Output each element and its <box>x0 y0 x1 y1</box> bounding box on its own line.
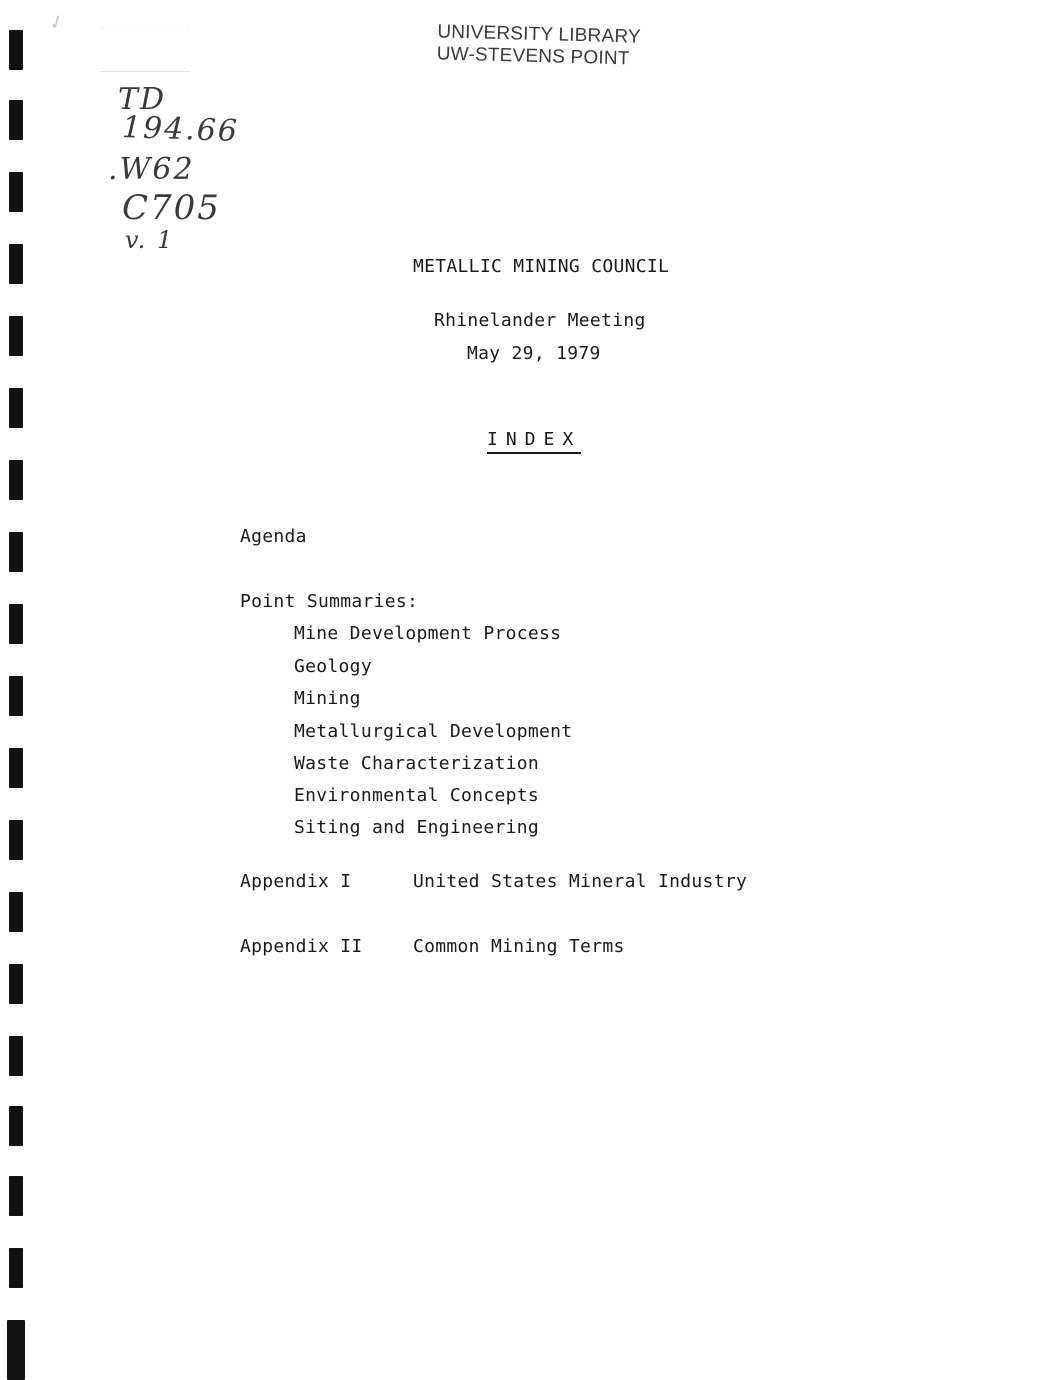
binding-hole <box>9 172 23 212</box>
binding-hole <box>9 30 23 70</box>
binding-hole <box>9 460 23 500</box>
stamp-line-2: UW-STEVENS POINT <box>436 43 630 70</box>
faint-pencil-scribble <box>100 28 190 72</box>
appendix-label: Appendix I <box>240 871 352 892</box>
call-number-line: v. 1 <box>125 226 175 254</box>
index-heading: INDEX <box>487 429 581 454</box>
binding-hole <box>9 316 23 356</box>
call-number-line: 194.66 <box>121 109 240 150</box>
point-summary-item: Mining <box>294 688 361 709</box>
point-summaries-label: Point Summaries: <box>240 591 419 612</box>
binding-hole <box>9 892 23 932</box>
library-stamp <box>436 21 641 70</box>
binding-hole <box>9 820 23 860</box>
faint-pencil-marks: ✓ <box>46 8 68 37</box>
binding-hole <box>9 604 23 644</box>
binding-hole <box>9 1036 23 1076</box>
binding-hole <box>9 532 23 572</box>
point-summary-item: Environmental Concepts <box>294 785 540 806</box>
meeting-name: Rhinelander Meeting <box>434 310 646 331</box>
binding-hole <box>9 1106 23 1146</box>
binding-hole <box>7 1320 25 1380</box>
call-number-line: .W62 <box>108 152 195 187</box>
binding-hole <box>9 244 23 284</box>
point-summary-item: Geology <box>294 656 372 677</box>
binding-hole <box>9 1248 23 1288</box>
point-summary-item: Siting and Engineering <box>294 817 540 838</box>
stamp-line-1: UNIVERSITY LIBRARY <box>437 21 642 48</box>
point-summary-item: Mine Development Process <box>294 623 562 644</box>
binding-hole <box>9 676 23 716</box>
binding-hole <box>9 100 23 140</box>
binding-hole <box>9 964 23 1004</box>
call-number-line: TD <box>118 82 167 117</box>
index-agenda: Agenda <box>240 526 307 547</box>
meeting-date: May 29, 1979 <box>467 343 601 364</box>
point-summary-item: Metallurgical Development <box>294 721 573 742</box>
appendix-title: Common Mining Terms <box>413 936 625 957</box>
call-number-line: C705 <box>122 188 221 228</box>
point-summary-item: Waste Characterization <box>294 753 540 774</box>
document-title: METALLIC MINING COUNCIL <box>413 256 670 277</box>
binding-hole <box>9 388 23 428</box>
binding-hole <box>9 748 23 788</box>
binding-hole <box>9 1176 23 1216</box>
appendix-label: Appendix II <box>240 936 363 957</box>
appendix-title: United States Mineral Industry <box>413 871 748 892</box>
